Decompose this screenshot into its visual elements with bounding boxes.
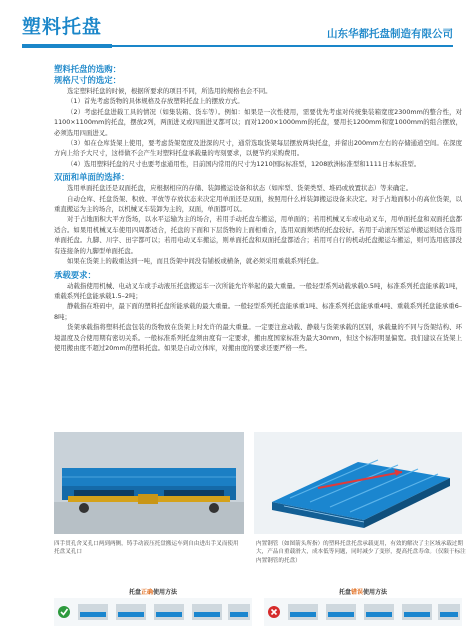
correct-usage-title-b: 使用方法 [153,589,178,596]
wrong-usage-title [264,588,462,598]
paragraph: 货架承载指将塑料托盘包装的货物放在货架上时允许的最大重量。一定要注意动载、静载与货架承载的区别，承载量的不同与货架结构、环境温度及合使用期有密切关系。一般标准系列托盘须由度有一定要求，搬由度国家标准为最大30mm，但这个标准明显偏宽。我们建议在货架上使用搬由度不超过20mm的塑料托盘。如果是自动立体库，对搬由度的要求还要严格一些。 [54,323,462,352]
section-title-load: 承载要求： [54,269,96,280]
pallet-illustration [254,432,462,534]
wrong-usage-title-hl: 错误 [350,589,363,596]
page-title: 塑料托盘 [22,16,103,38]
paragraph: 静载指在堆码中，最下面的塑料托盘所能承载的最大重量。一般轻型系列托盘能承重1吨、标准系列托盘能承重4吨、重载系列托盘能承重6–8吨； [54,302,462,321]
body-text [54,64,462,353]
steel-pipe-pallet-photo [254,432,462,534]
paragraph: 如果在货架上的载重达到一吨，而且货架中间没有铺板或横条，就必须采用重载系列托盘。 [67,257,323,266]
wrong-usage-title-a: 托盘 [338,589,351,596]
wrong-usage-diagram [264,598,462,626]
usage-footer [54,588,462,628]
paragraph: （2）考虑托盘进载工具的情况（如集装箱、货车等）。例如：如果是一次性使用，需要优先考虑对传统集装箱宽度2300mm的整合性，对1100×1100mm的托盘，摆放2列，两面进叉或四面进叉都可以；而对1200×1000mm的托盘，要用长1200mm和宽1000mm的组合摆放，必须选用四面进叉。 [54,107,462,137]
paragraph: 自动仓库、托盘货架、积放、平放等存放状态来决定用单面还是双面，按照用什么样装卸搬运设备来决定。对于占地面积小的高位货架，以重直搬运为主的场合，以机械叉车装卸为主的，双面，单面都可以。 [54,194,462,214]
correct-usage-title-hl: 正确 [140,589,153,596]
paragraph: （1）首先考虑货物的具体规格及存放塑料托盘上的摆放方式。 [67,97,244,106]
caption-left: 四手贯孔舍叉孔口两到两侧，铸手动液压托盘搬运车到自由进出手叉而使用托盘叉孔口 [54,541,239,556]
correct-usage-title [54,588,252,598]
photo-row [54,432,462,534]
correct-usage-panel [54,588,252,628]
section-title-selection: 塑料托盘的选购： [54,64,121,74]
pallet-jack-illustration [54,432,244,534]
section-title-size: 规格尺寸的选定： [54,75,121,85]
correct-usage-diagram [54,598,252,626]
paragraph: （4）选用塑料托盘的尺寸也要考虑通用性，目前国内常用的尺寸为1210国际标准型，1208欧洲标准型和1111日本标准型。 [67,159,421,168]
paragraph: 选定塑料托盘的时候，根据所要求的项目不同，所选用的规格也会不同。 [67,87,272,95]
header-rule-accent [22,44,112,48]
wrong-usage-title-b: 使用方法 [363,589,388,596]
header [0,0,475,52]
company-name: 山东华都托盘制造有限公司 [327,28,453,40]
paragraph: 对于占地面积大平方货场，以水平运输为主的场合，若用手动托盘车搬运，用单面的；若用机械叉车或电动叉车，用单面托盘和双面托盘都适合。如果用机械叉车使用四周都适合，托盘的下面和下层货物的上面相重合，选用双面须塔的托盘较好。若用于动滚压型运单搬运则适合选用单面托盘。九脚、川字、田字都可以；若用电动叉车搬运，则单面托盘和双面托盘都适合；若用可自行的机动托盘搬运车搬运，则可选用底部没有连接条的九脚型单面托盘。 [54,215,462,255]
paragraph: 选用单面托盘还是双面托盘，应根据相应的存储、装卸搬运设备和状态（如库型、货架类型、堆码或放置状态）等来确定。 [67,184,413,193]
correct-usage-title-a: 托盘 [128,589,141,596]
paragraph: （3）如在仓库货架上使用，要考虑货架宽度及进深的尺寸，通常选取货架每层摆放两块托盘，并留出200mm左右的存储通道空间。在深度方向上给予大尺寸，这样做不会产生对塑料托盘承载量的弯刻要求，以便节约采购费用。 [54,139,462,158]
section-title-double-single: 双面和单面的选择： [54,172,130,183]
paragraph: 动载指使用机械、电动叉车或手动液压托盘搬运车一次所能允许举起的最大重量。一般轻型系列动载承载0.5吨，标准系列托盘能承载1吨，重载系列托盘能承载1.5–2吨； [54,281,462,300]
title-wrap [22,12,102,39]
wrong-usage-panel [264,588,462,628]
caption-right: 内置钢管（如图箭头所指）的塑料托盘托盘承载更用，有效的解决了主区域承载过期大，产品自重载滑大，成本低等问题，同时减少了变形，提高托盘寿命。（仅限于标注内置钢管的托盘） [256,541,466,564]
pallet-jack-photo [54,432,244,534]
